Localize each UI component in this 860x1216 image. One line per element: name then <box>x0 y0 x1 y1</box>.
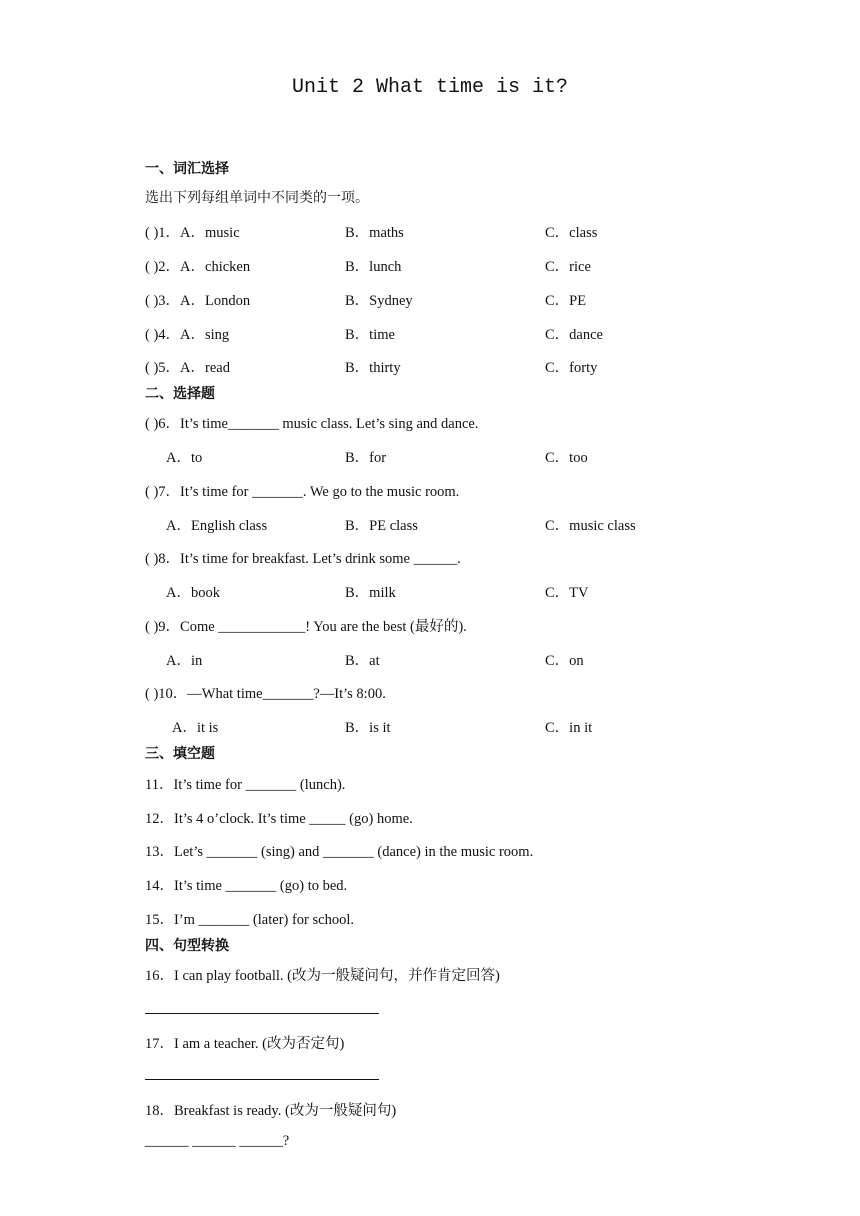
choice-option-8c: C．TV <box>545 585 589 601</box>
choice-question-6: ( )6．It’s time_______ music class. Let’s sing and dance. <box>145 416 479 432</box>
vocab-question-3: ( )3．A．London <box>145 293 251 309</box>
transform-question-17: 17．I am a teacher. (改为否定句) <box>145 1036 345 1052</box>
choice-option-8a: A．book <box>166 585 220 601</box>
choice-question-10: ( )10．—What time_______?—It’s 8:00. <box>145 686 386 702</box>
vocab-option-3b: B．Sydney <box>345 293 413 309</box>
section-heading-transform: 四、句型转换 <box>145 938 229 954</box>
answer-line-16 <box>145 1013 379 1014</box>
choice-option-6a: A．to <box>166 450 203 466</box>
choice-option-7c: C．music class <box>545 518 636 534</box>
fill-question-15: 15．I’m _______ (later) for school. <box>145 912 354 928</box>
vocab-option-2b: B．lunch <box>345 259 402 275</box>
vocab-question-4: ( )4．A．sing <box>145 327 230 343</box>
vocab-question-1: ( )1．A．music <box>145 225 240 241</box>
vocab-instruction: 选出下列每组单词中不同类的一项。 <box>145 191 369 206</box>
choice-question-8: ( )8．It’s time for breakfast. Let’s drink some ______. <box>145 551 461 567</box>
vocab-option-1c: C．class <box>545 225 598 241</box>
vocab-option-3c: C．PE <box>545 293 587 309</box>
fill-question-14: 14．It’s time _______ (go) to bed. <box>145 878 348 894</box>
choice-option-10a: A．it is <box>172 720 219 736</box>
answer-blanks-18: ______ ______ ______? <box>145 1133 290 1149</box>
vocab-question-2: ( )2．A．chicken <box>145 259 251 275</box>
choice-option-9a: A．in <box>166 653 203 669</box>
vocab-option-4c: C．dance <box>545 327 603 343</box>
choice-option-9c: C．on <box>545 653 584 669</box>
section-heading-vocab: 一、词汇选择 <box>145 161 229 177</box>
choice-option-9b: B．at <box>345 653 380 669</box>
transform-question-18: 18．Breakfast is ready. (改为一般疑问句) <box>145 1103 397 1119</box>
fill-question-12: 12．It’s 4 o’clock. It’s time _____ (go) home. <box>145 811 413 827</box>
choice-option-10c: C．in it <box>545 720 593 736</box>
section-heading-fill: 三、填空题 <box>145 746 215 762</box>
page-title: Unit 2 What time is it? <box>291 76 569 99</box>
choice-question-7: ( )7．It’s time for _______. We go to the music room. <box>145 484 460 500</box>
choice-option-6b: B．for <box>345 450 387 466</box>
vocab-option-4b: B．time <box>345 327 395 343</box>
choice-option-7a: A．English class <box>166 518 268 534</box>
vocab-option-5c: C．forty <box>545 360 598 376</box>
vocab-option-2c: C．rice <box>545 259 591 275</box>
transform-question-16: 16．I can play football. (改为一般疑问句，并作肯定回答) <box>145 968 500 984</box>
choice-option-6c: C．too <box>545 450 588 466</box>
choice-question-9: ( )9．Come ____________! You are the best (最好的). <box>145 619 467 635</box>
fill-question-13: 13．Let’s _______ (sing) and _______ (dance) in the music room. <box>145 844 534 860</box>
choice-option-8b: B．milk <box>345 585 396 601</box>
vocab-question-5: ( )5．A．read <box>145 360 230 376</box>
vocab-option-1b: B．maths <box>345 225 404 241</box>
answer-line-17 <box>145 1079 379 1080</box>
choice-option-10b: B．is it <box>345 720 391 736</box>
fill-question-11: 11．It’s time for _______ (lunch). <box>145 777 346 793</box>
choice-option-7b: B．PE class <box>345 518 418 534</box>
section-heading-choice: 二、选择题 <box>145 386 215 402</box>
vocab-option-5b: B．thirty <box>345 360 401 376</box>
